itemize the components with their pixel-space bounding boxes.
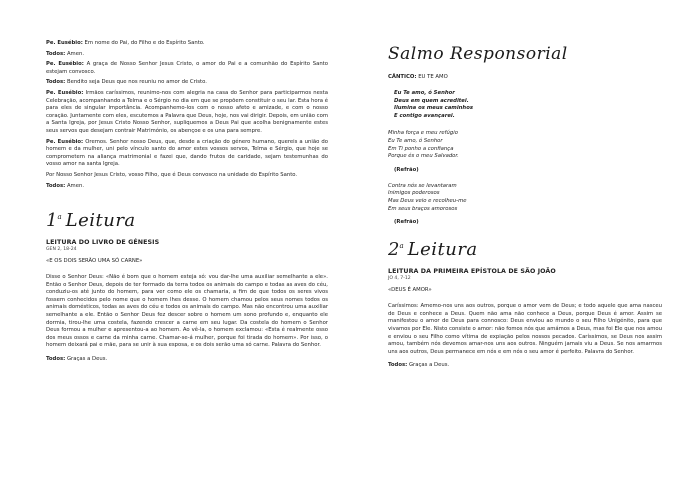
psalm-verse-line: Inimigos poderosos <box>388 190 440 197</box>
dialogue-line: Todos: Amen. <box>46 50 85 57</box>
psalm-verse-line: Eu Te amo, ó Senhor <box>388 137 443 144</box>
reading-label: Leitura <box>407 239 478 261</box>
psalm-refrain: (Refrão) <box>394 219 419 226</box>
right-page <box>350 0 700 495</box>
psalm-response-line: Eu Te amo, ó Senhor <box>394 90 455 96</box>
dialogue-line: Por Nosso Senhor Jesus Cristo, vosso Filho, que é Deus convosco na unidade do Espírito Santo. <box>46 171 298 178</box>
reading-title: LEITURA DA PRIMEIRA EPÍSTOLA DE SÃO JOÃO <box>388 268 556 276</box>
dialogue-line: Pe. Eusébio: Em nome do Pai, do Filho e do Espírito Santo. <box>46 40 205 46</box>
psalm-verse-line: Contra nós se levantaram <box>388 182 457 189</box>
psalm-verse-line: Mas Deus veio e recolheu-me <box>388 197 467 204</box>
psalm-response-line: Ilumina os meus caminhos <box>394 105 473 112</box>
psalm-verse-line: Em Ti ponho a confiança <box>388 145 454 152</box>
reading-reference: GEN 2, 18-24 <box>46 247 77 253</box>
psalm-response-line: E contigo avançarei. <box>394 112 455 119</box>
reading-quote: «E OS DOIS SERÃO UMA SÓ CARNE» <box>46 258 143 265</box>
cantico-line: CÂNTICO: EU TE AMO <box>388 74 448 80</box>
reading-body: Disse o Senhor Deus: «Não é bom que o homem esteja só: vou dar-lhe uma auxiliar semelhante a ele». Então o Senhor Deus, depois de ter formado da terra todos os animais do campo e todas as aves do céu, conduziu-os até junto do homem, para ver como ele os chamaria, a fim de que todos os seres vivos fossem conhecidos pelo nome que o homem lhes desse. O homem chamou pelos seus nomes todos os animais domésticos, todas as aves do céu e todos os animais do campo. Mas não encontrou uma auxiliar semelhante a ele. Então o Senhor Deus fez descer sobre o homem um sono profundo e, enquanto ele dormia, tirou-lhe uma costela, fazendo crescer a carne em seu lugar. Da costela do homem o Senhor Deus formou a mulher e apresentou-a ao homem. Ao vê-la, o homem exclamou: «Esta é realmente osso dos meus ossos e carne da minha carne. Chamar-se-á mulher, porque foi tirada do homem». Por isso, o homem deixará pai e mãe, para se unir à sua esposa, e os dois serão uma só carne. Palavra do Senhor. <box>46 274 328 349</box>
psalm-title: Salmo Responsorial <box>388 44 568 64</box>
dialogue-line: Todos: Bendito seja Deus que nos reuniu no amor de Cristo. <box>46 79 207 86</box>
psalm-response-line: Deus em quem acreditei. <box>394 97 469 104</box>
first-reading <box>46 210 328 364</box>
reading-response: Todos: Graças a Deus. <box>46 356 108 363</box>
reading-heading <box>388 239 662 260</box>
second-reading <box>388 239 662 370</box>
reading-heading <box>46 210 328 231</box>
reading-number: 2$^a$ <box>388 239 404 261</box>
reading-title: LEITURA DO LIVRO DE GÉNESIS <box>46 239 160 247</box>
psalm-verse-line: Minha força e meu refúgio <box>388 130 458 137</box>
reading-number: 1$^a$ <box>46 210 62 232</box>
reading-body: Caríssimos: Amemo-nos uns aos outros, porque o amor vem de Deus; e todo aquele que ama nasceu de Deus e conhece a Deus. Quem não ama não conhece a Deus, porque Deus é amor. Assim se manifestou o amor de Deus para connosco: Deus enviou ao mundo o seu Filho Unigénito, para que vivamos por Ele. Nisto consiste o amor: não fomos nós que amámos a Deus, mas foi Ele que nos amou e enviou o seu Filho como vítima de expiação pelos nossos pecados. Caríssimos, se Deus nos assim amou, também nós devemos amar-nos uns aos outros. Ninguém jamais viu a Deus. Se nos amarmos uns aos outros, Deus permanece em nós e em nós o seu amor é perfeito. Palavra do Senhor. <box>388 303 662 355</box>
dialogue-line: Pe. Eusébio: A graça de Nosso Senhor Jesus Cristo, o amor do Pai e a comunhão do Espírito Santo estejam convosco. <box>46 61 328 75</box>
psalm-verse-line: Em seus braços amorosos <box>388 205 458 212</box>
opening-dialogue <box>46 40 328 190</box>
responsorial-psalm <box>388 44 662 225</box>
reading-label: Leitura <box>65 210 136 232</box>
reading-reference: JO 4, 7-12 <box>388 276 411 282</box>
psalm-verse-line: Porque és o meu Salvador. <box>388 153 459 160</box>
reading-response: Todos: Graças a Deus. <box>388 362 450 369</box>
dialogue-line: Todos: Amen. <box>46 182 85 189</box>
psalm-refrain: (Refrão) <box>394 166 419 173</box>
dialogue-line: Pe. Eusébio: Oremos. Senhor nosso Deus, que, desde a criação do género humano, quereis a união do homem e da mulher, uni pelo vínculo santo do amor estes vossos servos, Telma e Sérgio, que hoje se comprometem na aliança matrimonial e fazei que, dando frutos de caridade, sejam testemunhas do vosso amor na santa Igreja. <box>46 138 328 168</box>
dialogue-line: Pe. Eusébio: Irmãos caríssimos, reunimo-nos com alegria na casa do Senhor para participarmos nesta Celebração, acompanhando a Telma e o Sérgio no dia em que se propõem constituir o seu lar. Esta hora é para eles de singular importância. Acompanhemo-los com o nosso afeto e amizade, e com o nosso coração. Juntamente com eles, escutemos a Palavra que Deus, hoje, nos vai dirigir. Depois, em união com a Santa Igreja, por Jesus Cristo Nosso Senhor, supliquemos a Deus Pai que acolha benignamente estes seus servos que desejam contrair Matrimónio, os abençoe e os una para sempre. <box>46 89 328 134</box>
reading-quote: «DEUS É AMOR» <box>388 287 432 294</box>
